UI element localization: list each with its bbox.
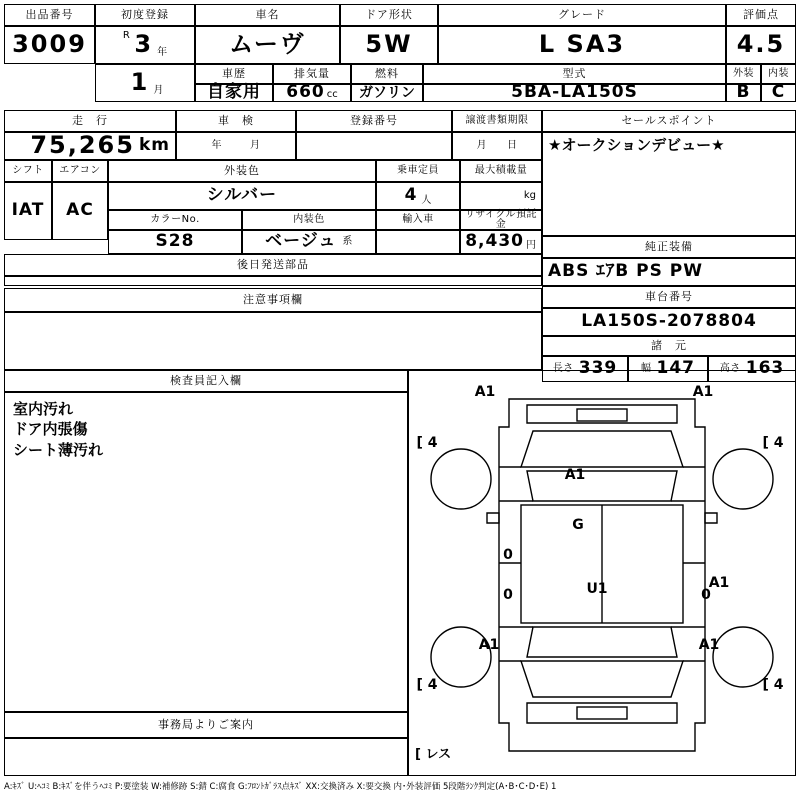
interior-color-label: 内装色 xyxy=(242,210,376,230)
exterior-grade-label: 外装 xyxy=(726,64,761,84)
inspector-note-label: 検査員記入欄 xyxy=(4,370,408,392)
first-registration-value xyxy=(95,26,195,64)
exterior-grade-value: B xyxy=(726,84,761,102)
max-load-label: 最大積載量 xyxy=(460,160,542,182)
recycle-fee-label: リサイクル預託金 xyxy=(460,210,542,230)
interior-color-value-cell xyxy=(242,230,376,254)
max-load-value-cell xyxy=(460,182,542,210)
model-code-label: 型式 xyxy=(423,64,726,84)
door-type-value: 5W xyxy=(340,26,438,64)
dimension-label: 諸 元 xyxy=(542,336,796,356)
exterior-color-value: シルバー xyxy=(108,182,376,210)
transfer-deadline-value-cell xyxy=(452,132,542,160)
fuel-value: ガソリン xyxy=(351,84,423,102)
damage-mark-2: [ 4 xyxy=(416,434,438,451)
month-unit: 月 xyxy=(153,84,164,96)
later-shipment-parts-value xyxy=(4,276,542,286)
damage-mark-6: 0 xyxy=(503,546,513,563)
width-label: 幅 xyxy=(641,362,652,374)
month-value: 1 xyxy=(130,68,150,97)
displacement-label: 排気量 xyxy=(273,64,351,84)
chassis-number-value: LA150S-2078804 xyxy=(542,308,796,336)
era-label: R xyxy=(122,30,131,41)
interior-color-suffix: 系 xyxy=(342,235,353,247)
interior-color-value: ベージュ xyxy=(265,231,337,252)
mileage-value-cell xyxy=(4,132,176,160)
caution-value xyxy=(4,312,542,370)
damage-mark-8: A1 xyxy=(708,574,730,591)
shift-value: IAT xyxy=(4,182,52,240)
rating-value: 4.5 xyxy=(726,26,796,64)
fuel-label: 燃料 xyxy=(351,64,423,84)
first-registration-month xyxy=(95,64,195,102)
year-unit: 年 xyxy=(157,46,168,58)
length-label: 長さ xyxy=(552,362,574,374)
mileage-unit: km xyxy=(138,135,170,156)
registration-number-value xyxy=(296,132,452,160)
height-value: 163 xyxy=(745,358,785,379)
transfer-deadline-label: 譲渡書類期限 xyxy=(452,110,542,132)
car-outline-svg xyxy=(409,371,795,775)
shift-label: シフト xyxy=(4,160,52,182)
damage-mark-10: 0 xyxy=(701,586,711,603)
sales-point-value: ★オークションデビュー★ xyxy=(542,132,796,236)
inspector-note-line-2: ドア内張傷 xyxy=(13,420,88,439)
exterior-color-label: 外装色 xyxy=(108,160,376,182)
lot-number-label: 出品番号 xyxy=(4,4,95,26)
seats-value-cell xyxy=(376,182,460,210)
transfer-day-unit: 日 xyxy=(507,139,518,151)
first-registration-label: 初度登録 xyxy=(95,4,195,26)
recycle-fee-value: 8,430 xyxy=(465,231,524,252)
damage-mark-11: A1 xyxy=(478,636,500,653)
interior-grade-value: C xyxy=(761,84,796,102)
seats-unit: 人 xyxy=(421,194,432,206)
displacement-unit: cc xyxy=(326,88,338,100)
later-shipment-parts-label: 後日発送部品 xyxy=(4,254,542,276)
seats-label: 乗車定員 xyxy=(376,160,460,182)
recycle-fee-unit: 円 xyxy=(526,239,536,251)
history-value: 自家用 xyxy=(195,84,273,102)
grade-value: L SA3 xyxy=(438,26,726,64)
damage-mark-13: [ 4 xyxy=(416,676,438,693)
ac-value: AC xyxy=(52,182,108,240)
car-name-value: ムーヴ xyxy=(195,26,340,64)
mileage-label: 走 行 xyxy=(4,110,176,132)
length-value: 339 xyxy=(578,358,618,379)
import-label: 輸入車 xyxy=(376,210,460,230)
office-notice-label: 事務局よりご案内 xyxy=(4,712,408,738)
factory-equipment-value: ABS ｴｱB PS PW xyxy=(542,258,796,286)
registration-number-label: 登録番号 xyxy=(296,110,452,132)
chassis-number-label: 車台番号 xyxy=(542,286,796,308)
grade-label: グレード xyxy=(438,4,726,26)
damage-mark-5: G xyxy=(572,516,584,533)
history-label: 車歴 xyxy=(195,64,273,84)
shaken-label: 車 検 xyxy=(176,110,296,132)
color-number-value: S28 xyxy=(108,230,242,254)
seats-value: 4 xyxy=(404,185,418,206)
import-value xyxy=(376,230,460,254)
inspector-note-line-3: シート薄汚れ xyxy=(13,440,104,459)
transfer-month-unit: 月 xyxy=(476,139,487,151)
damage-mark-12: A1 xyxy=(698,636,720,653)
interior-grade-label: 内装 xyxy=(761,64,796,84)
damage-mark-0: A1 xyxy=(474,383,496,400)
caution-label: 注意事項欄 xyxy=(4,288,542,312)
damage-mark-14: [ 4 xyxy=(762,676,784,693)
legend-text: A:ｷｽﾞ U:ﾍｺﾐ B:ｷｽﾞを伴うﾍｺﾐ P:要塗装 W:補修跡 S:錆 C:腐食 G:ﾌﾛﾝﾄｶﾞﾗｽ点ｷｽﾞ XX:交換済み X:要交換 内･外装評価 5段階ﾗﾝｸ判定(A･B･C･D･E) 1 xyxy=(4,782,557,792)
shaken-value-cell xyxy=(176,132,296,160)
damage-mark-3: [ 4 xyxy=(762,434,784,451)
max-load-unit: kg xyxy=(523,189,536,201)
sales-point-label: セールスポイント xyxy=(542,110,796,132)
office-notice-value xyxy=(4,738,408,776)
damage-diagram xyxy=(408,370,796,776)
shaken-month-unit: 月 xyxy=(250,139,261,151)
color-number-label: カラーNo. xyxy=(108,210,242,230)
damage-mark-9: 0 xyxy=(503,586,513,603)
ac-label: エアコン xyxy=(52,160,108,182)
displacement-value-cell xyxy=(273,84,351,102)
recycle-fee-value-cell xyxy=(460,230,542,254)
inspector-note-body xyxy=(4,392,408,712)
mileage-value: 75,265 xyxy=(30,131,135,160)
inspector-note-line-1: 室内汚れ xyxy=(13,400,74,418)
rating-label: 評価点 xyxy=(726,4,796,26)
damage-mark-1: A1 xyxy=(692,383,714,400)
damage-mark-15: [ レス xyxy=(415,747,452,763)
year-value: 3 xyxy=(134,30,154,59)
model-code-value: 5BA-LA150S xyxy=(423,84,726,102)
displacement-value: 660 xyxy=(286,82,325,103)
shaken-year-unit: 年 xyxy=(211,139,222,151)
width-value: 147 xyxy=(656,358,695,379)
damage-mark-4: A1 xyxy=(564,466,586,483)
lot-number-value: 3009 xyxy=(4,26,95,64)
damage-mark-7: U1 xyxy=(586,580,608,597)
height-label: 高さ xyxy=(719,362,741,374)
car-name-label: 車名 xyxy=(195,4,340,26)
factory-equipment-label: 純正装備 xyxy=(542,236,796,258)
door-type-label: ドア形状 xyxy=(340,4,438,26)
